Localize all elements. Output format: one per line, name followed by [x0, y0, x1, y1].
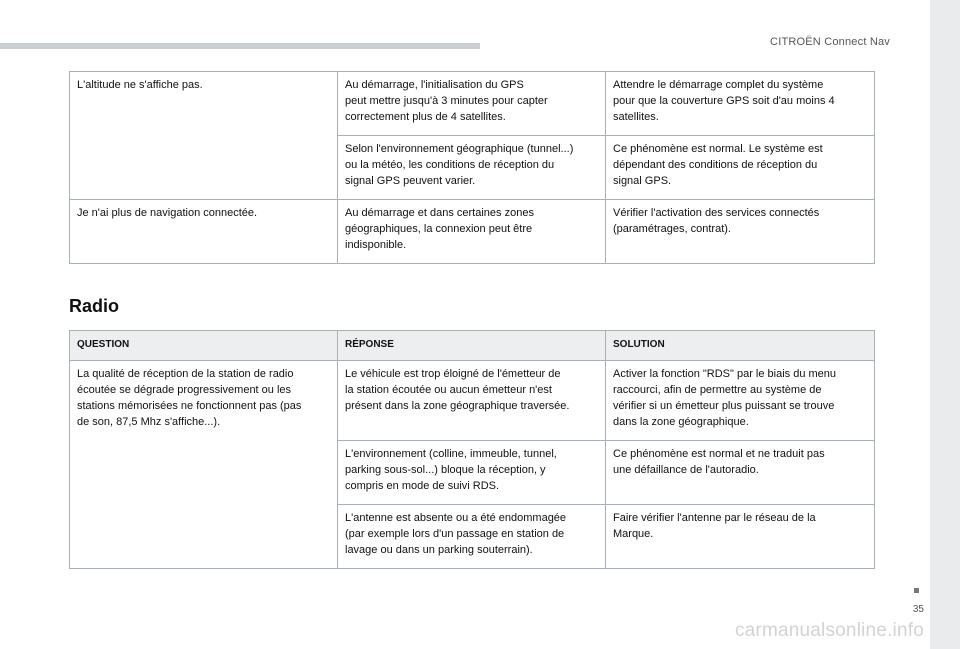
gps-troubleshooting-table — [69, 71, 875, 264]
answer-cell: Au démarrage et dans certaines zones géographiques, la connexion peut être indisponible. — [338, 200, 606, 264]
page-side-strip — [930, 0, 960, 649]
column-header-reponse: RÉPONSE — [338, 331, 606, 361]
answer-cell: Au démarrage, l'initialisation du GPS peut mettre jusqu'à 3 minutes pour capter correctement plus de 4 satellites. — [338, 72, 606, 136]
header-rule — [0, 43, 480, 49]
question-cell: Je n'ai plus de navigation connectée. — [70, 200, 338, 264]
solution-cell: Vérifier l'activation des services connectés (paramétrages, contrat). — [606, 200, 875, 264]
solution-cell: Activer la fonction "RDS" par le biais du menu raccourci, afin de permettre au système de vérifier si un émetteur plus puissant se trouve dans la zone géographique. — [606, 361, 875, 441]
table-header-row — [70, 331, 875, 361]
radio-troubleshooting-table — [69, 330, 875, 569]
watermark: carmanualsonline.info — [734, 620, 924, 641]
answer-cell: L'environnement (colline, immeuble, tunnel, parking sous-sol...) bloque la réception, y compris en mode de suivi RDS. — [338, 441, 606, 505]
solution-cell: Ce phénomène est normal et ne traduit pas une défaillance de l'autoradio. — [606, 441, 875, 505]
column-header-solution: SOLUTION — [606, 331, 875, 361]
answer-cell: Selon l'environnement géographique (tunnel...) ou la météo, les conditions de réception du signal GPS peuvent varier. — [338, 136, 606, 200]
table-row — [70, 72, 875, 136]
solution-cell: Faire vérifier l'antenne par le réseau de la Marque. — [606, 505, 875, 569]
question-cell: La qualité de réception de la station de radio écoutée se dégrade progressivement ou les stations mémorisées ne fonctionnent pas (pas de son, 87,5 Mhz s'affiche...). — [70, 361, 338, 569]
question-cell: L'altitude ne s'affiche pas. — [70, 72, 338, 200]
column-header-question: QUESTION — [70, 331, 338, 361]
answer-cell: Le véhicule est trop éloigné de l'émetteur de la station écoutée ou aucun émetteur n'est présent dans la zone géographique traversée. — [338, 361, 606, 441]
answer-cell: L'antenne est absente ou a été endommagée (par exemple lors d'un passage en station de lavage ou dans un parking souterrain). — [338, 505, 606, 569]
table-row — [70, 200, 875, 264]
solution-cell: Attendre le démarrage complet du système pour que la couverture GPS soit d'au moins 4 satellites. — [606, 72, 875, 136]
section-title: Radio — [69, 296, 120, 316]
brand-title: CITROËN Connect Nav — [770, 36, 890, 48]
page-marker — [914, 588, 919, 593]
table-row — [70, 361, 875, 441]
page-number: 35 — [912, 604, 924, 615]
solution-cell: Ce phénomène est normal. Le système est dépendant des conditions de réception du signal GPS. — [606, 136, 875, 200]
